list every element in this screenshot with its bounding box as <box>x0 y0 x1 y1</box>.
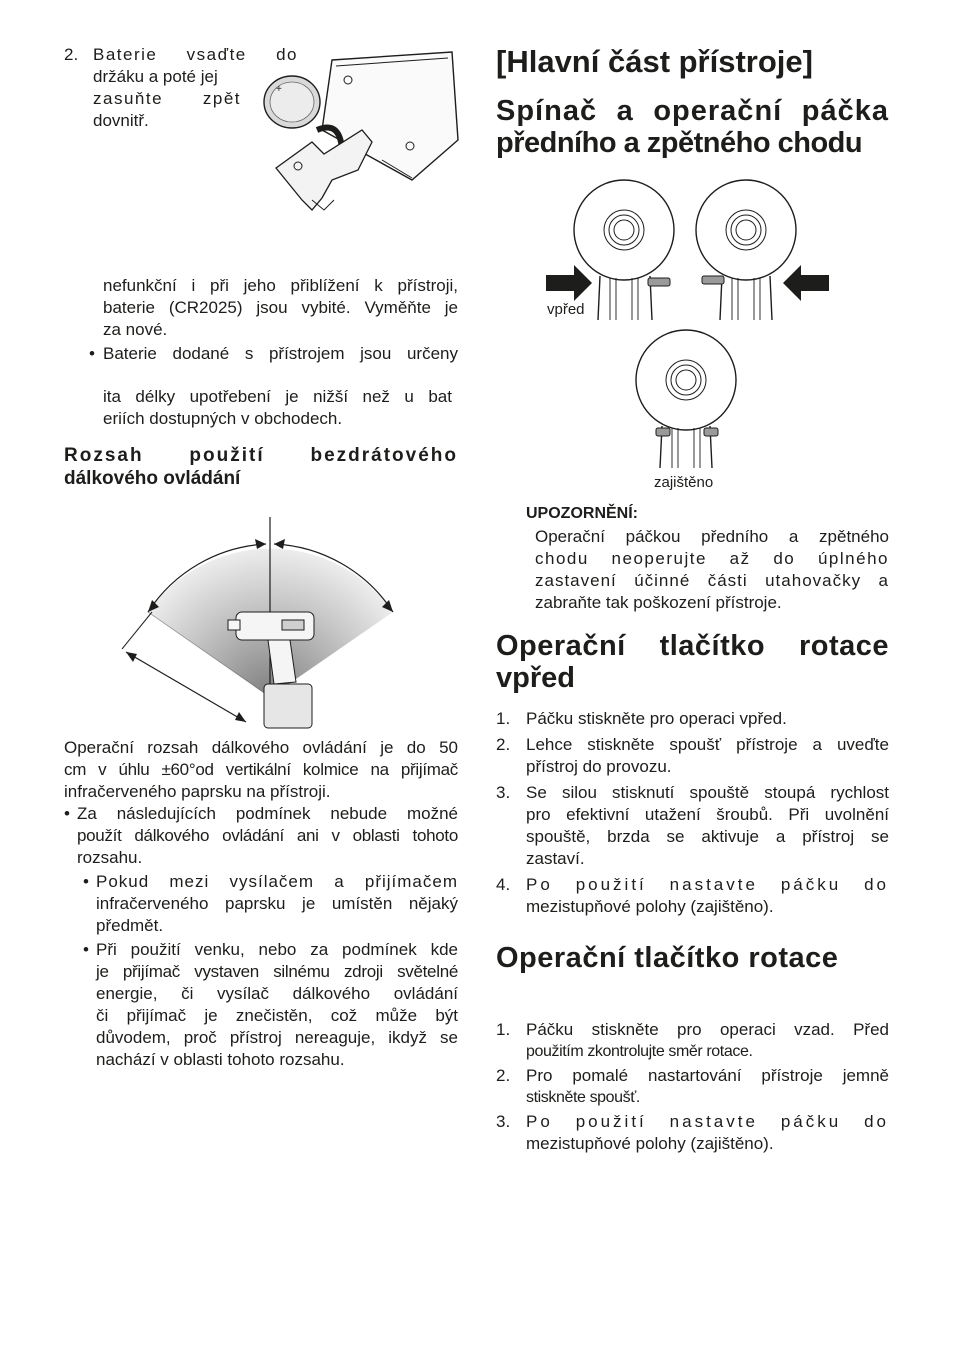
bullet-text-line: Za následujících podmínek nebude možné <box>77 804 458 823</box>
step-number: 2. <box>496 735 511 754</box>
bullet-marker: • <box>64 804 70 823</box>
step-line: mezistupňové polohy (zajištěno). <box>526 897 774 916</box>
remote-range-diagram <box>118 512 418 732</box>
bullet-text-line: důvodem, proč přístroj nereaguje, ikdyž se <box>96 1028 458 1047</box>
bullet-text-line: použít dálkového ovládání ani v oblasti tohoto <box>77 826 458 845</box>
paragraph-line: baterie (CR2025) jsou vybité. Vyměňte je <box>103 298 458 317</box>
step-line: Lehce stiskněte spoušť přístroje a uveďte <box>526 735 889 754</box>
caution-line: Operační páčkou předního a zpětného <box>535 527 889 546</box>
caption-locked: zajištěno <box>654 474 714 491</box>
bullet-marker: • <box>89 344 95 363</box>
step-line: pro efektivní utažení šroubů. Při uvolnění <box>526 805 889 824</box>
step-number: 1. <box>496 1020 511 1039</box>
step-number: 3. <box>496 1112 511 1131</box>
step-number: 1. <box>496 709 511 728</box>
step-line: Se silou stisknutí spouště stoupá rychlost <box>526 783 889 802</box>
heading-line: Rozsah použití bezdrátového <box>64 445 458 466</box>
reverse-heading: Operační tlačítko rotace <box>496 942 839 974</box>
step-number: 3. <box>496 783 511 802</box>
step-number: 2. <box>64 45 79 64</box>
step-line: přístroj do provozu. <box>526 757 672 776</box>
bullet-text-line: infračerveného paprsku je umístěn nějaký <box>96 894 458 913</box>
step-line: mezistupňové polohy (zajištěno). <box>526 1134 774 1153</box>
sub-bullet-obstacle <box>83 871 458 937</box>
sub-bullet-outdoor <box>83 939 458 1071</box>
paragraph-line: ita délky upotřebení je nižší než u bat <box>103 387 452 406</box>
forward-reverse-lever-diagram <box>540 178 840 323</box>
paragraph-line: nefunkční i při jeho přiblížení k přístroji, <box>103 276 458 295</box>
step-item <box>496 874 889 918</box>
step-item <box>496 782 889 870</box>
step-line: Páčku stiskněte pro operaci vzad. Před <box>526 1020 889 1039</box>
tool-reverse-position <box>696 180 796 320</box>
step-item <box>496 1019 889 1063</box>
lever-locked-diagram <box>632 328 752 472</box>
conditions-bullet <box>64 803 458 869</box>
bullet-text-line: či přijímač je znečistěn, což může být <box>96 1006 458 1025</box>
battery-dead-paragraph <box>103 275 458 341</box>
bullet-text-line: rozsahu. <box>77 848 143 867</box>
forward-heading <box>496 630 889 694</box>
step-text-line: Baterie vsaďte do <box>93 45 298 64</box>
bullet-marker: • <box>83 940 89 959</box>
paragraph-line: Operační rozsah dálkového ovládání je do 50 <box>64 738 458 757</box>
battery-life-paragraph <box>103 386 452 430</box>
paragraph-line: infračerveného paprsku na přístroji. <box>64 782 331 801</box>
step-number: 2. <box>496 1066 511 1085</box>
caution-label: UPOZORNĚNÍ: <box>526 505 638 522</box>
step-text-line: zasuňte zpět <box>93 89 241 108</box>
range-heading <box>64 444 458 490</box>
step-number: 4. <box>496 875 511 894</box>
bullet-text: Baterie dodané s přístrojem jsou určeny <box>103 344 458 363</box>
step-item <box>496 1111 889 1155</box>
heading-line: dálkového ovládání <box>64 468 241 489</box>
bullet-text-line: energie, či vysílač dálkového ovládání <box>96 984 458 1003</box>
step-line: použitím zkontrolujte směr rotace. <box>526 1043 753 1060</box>
bullet-text-line: Pokud mezi vysílačem a přijímačem <box>96 872 458 891</box>
step-text-line: dovnitř. <box>93 111 149 130</box>
switch-heading <box>496 95 889 159</box>
step-text-line: držáku a poté jej <box>93 67 218 86</box>
bullet-marker: • <box>83 872 89 891</box>
heading-line: Operační tlačítko rotace <box>496 630 889 662</box>
step-line: Po použití nastavte páčku do <box>526 875 889 894</box>
step-line: Po použití nastavte páčku do <box>526 1112 889 1131</box>
paragraph-line: za nové. <box>103 320 168 339</box>
bullet-text-line: nachází v oblasti tohoto rozsahu. <box>96 1050 345 1069</box>
step-line: stiskněte spoušť. <box>526 1089 640 1106</box>
svg-text:+: + <box>276 84 282 95</box>
heading-line: Spínač a operační páčka <box>496 95 889 127</box>
battery-bullet <box>89 343 458 365</box>
forward-steps <box>496 708 889 918</box>
heading-line: předního a zpětného chodu <box>496 127 863 159</box>
reverse-steps <box>496 1019 889 1155</box>
caution-line: chodu neoperujte až do úplného <box>535 549 889 568</box>
step-item <box>496 1065 889 1109</box>
step-line: Pro pomalé nastartování přístroje jemně <box>526 1066 889 1085</box>
paragraph-line: eriích dostupných v obchodech. <box>103 409 343 428</box>
section-title-main-body: [Hlavní část přístroje] <box>496 44 813 79</box>
tool-forward-position <box>574 180 674 320</box>
battery-insertion-illustration <box>262 50 462 220</box>
step-line: Páčku stiskněte pro operaci vpřed. <box>526 709 787 728</box>
caution-text <box>535 526 889 614</box>
bullet-text-line: je přijímač vystaven silnému zdroji světelné <box>96 962 458 981</box>
step-line: spouště, brzda se aktivuje a přístroj se <box>526 827 889 846</box>
caution-line: zabraňte tak poškození přístroje. <box>535 593 782 612</box>
paragraph-line: cm v úhlu ±60°od vertikální kolmice na přijímač <box>64 760 458 779</box>
step-line: zastaví. <box>526 849 585 868</box>
bullet-text-line: předmět. <box>96 916 164 935</box>
range-paragraph <box>64 737 458 803</box>
step-item <box>496 708 889 730</box>
caption-forward: vpřed <box>547 301 585 318</box>
caution-line: zastavení účinné části utahovačky a <box>535 571 889 590</box>
heading-line: vpřed <box>496 662 575 694</box>
bullet-text-line: Při použití venku, nebo za podmínek kde <box>96 940 458 959</box>
step-item <box>496 734 889 778</box>
